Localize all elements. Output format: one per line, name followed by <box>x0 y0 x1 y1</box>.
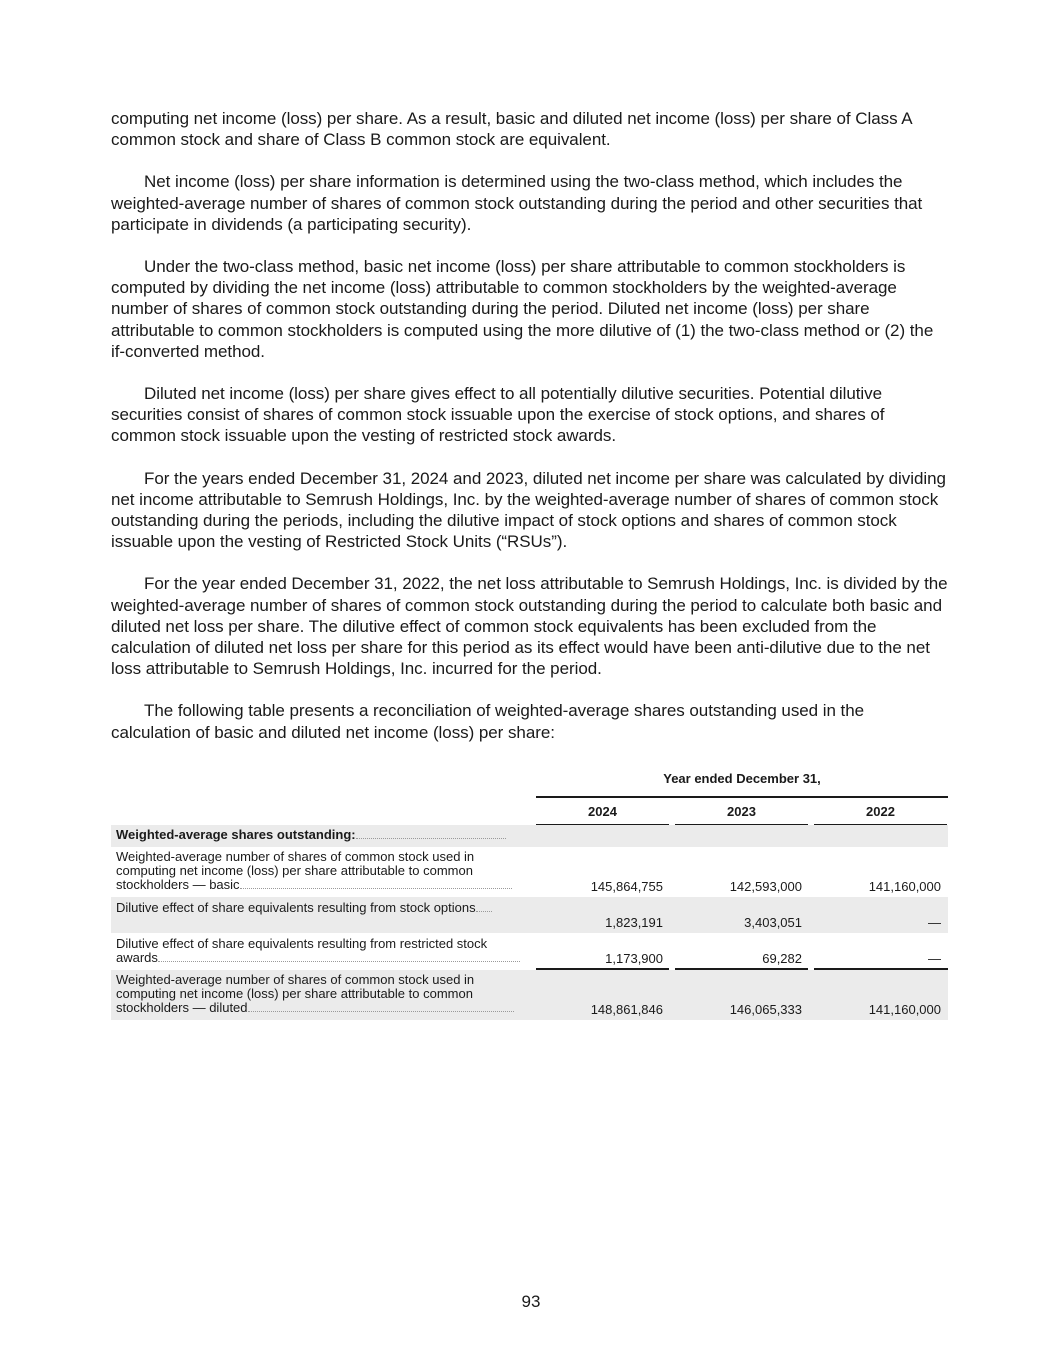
cell-diluted-2022: 141,160,000 <box>868 1002 941 1017</box>
cell-basic-2024: 145,864,755 <box>590 879 663 894</box>
row-label-stock-options: Dilutive effect of share equivalents resulting from stock options <box>116 900 476 915</box>
paragraph-2022: For the year ended December 31, 2022, the net loss attributable to Semrush Holdings, Inc. is divided by the weighted-average number of shares of common stock outstanding during the period to calculate both basic and diluted net loss per share. The dilutive effect of common stock equivalents has been excluded from the calculation of diluted net loss per share for this period as its effect would have been anti-dilutive due to the net loss attributable to Semrush Holdings, Inc. incurred for the period. <box>111 574 948 679</box>
table-row-basic <box>111 847 948 897</box>
row-label-diluted: Weighted-average number of shares of common stock used in computing net income (loss) per share attributable to common stockholders — diluted <box>116 972 475 1015</box>
paragraph-diluted-effect: Diluted net income (loss) per share gives effect to all potentially dilutive securities. Potential dilutive securities consist of shares of common stock issuable upon the exercise of stock options, and shares of common stock issuable upon the vesting of restricted stock awards. <box>111 384 885 446</box>
paragraph-table-intro: The following table presents a reconciliation of weighted-average shares outstanding used in the calculation of basic and diluted net income (loss) per share: <box>111 701 865 742</box>
table-row-restricted-stock <box>111 933 948 969</box>
page-number: 93 <box>521 1292 541 1311</box>
cell-rsa-2024: 1,173,900 <box>605 951 663 966</box>
cell-options-2023: 3,403,051 <box>744 915 802 930</box>
table-row-stock-options <box>111 897 948 933</box>
body-text <box>111 108 948 764</box>
section-label: Weighted-average shares outstanding: <box>116 827 356 842</box>
paragraph-continued: computing net income (loss) per share. As a result, basic and diluted net income (loss) per share of Class A common stock and share of Class B common stock are equivalent. <box>111 109 912 150</box>
cell-rsa-2022: — <box>928 951 941 966</box>
cell-diluted-2024: 148,861,846 <box>590 1002 663 1017</box>
column-header-2022: 2022 <box>814 804 947 826</box>
row-label-basic: Weighted-average number of shares of common stock used in computing net income (loss) per share attributable to common stockholders — basic <box>116 849 475 892</box>
cell-basic-2023: 142,593,000 <box>729 879 802 894</box>
cell-options-2022: — <box>928 915 941 930</box>
row-label-restricted-stock: Dilutive effect of share equivalents resulting from restricted stock awards <box>116 936 488 965</box>
cell-diluted-2023: 146,065,333 <box>729 1002 802 1017</box>
paragraph-two-class-method: Net income (loss) per share information is determined using the two-class method, which includes the weighted-average number of shares of common stock outstanding during the period and other securities that participate in dividends (a participating security). <box>111 172 923 234</box>
paragraph-basic-computation: Under the two-class method, basic net income (loss) per share attributable to common stockholders is computed by dividing the net income (loss) attributable to common stockholders by the weighted-average number of shares of common stock outstanding during the period. Diluted net income (loss) per share attributable to common stockholders is computed using the more dilutive of (1) the two-class method or (2) the if-converted method. <box>111 257 934 361</box>
cell-rsa-2023: 69,282 <box>762 951 802 966</box>
cell-basic-2022: 141,160,000 <box>868 879 941 894</box>
table-row-diluted <box>111 970 948 1020</box>
column-header-2023: 2023 <box>675 804 808 826</box>
table-section-row <box>111 825 948 847</box>
paragraph-2024-2023: For the years ended December 31, 2024 and 2023, diluted net income per share was calculated by dividing net income attributable to Semrush Holdings, Inc. by the weighted-average number of shares of common stock outstanding during the periods, including the dilutive impact of stock options and shares of common stock issuable upon the vesting of Restricted Stock Units (“RSUs”). <box>111 468 946 552</box>
table-group-header: Year ended December 31, <box>536 768 948 798</box>
column-header-2024: 2024 <box>536 804 669 826</box>
cell-options-2024: 1,823,191 <box>605 915 663 930</box>
